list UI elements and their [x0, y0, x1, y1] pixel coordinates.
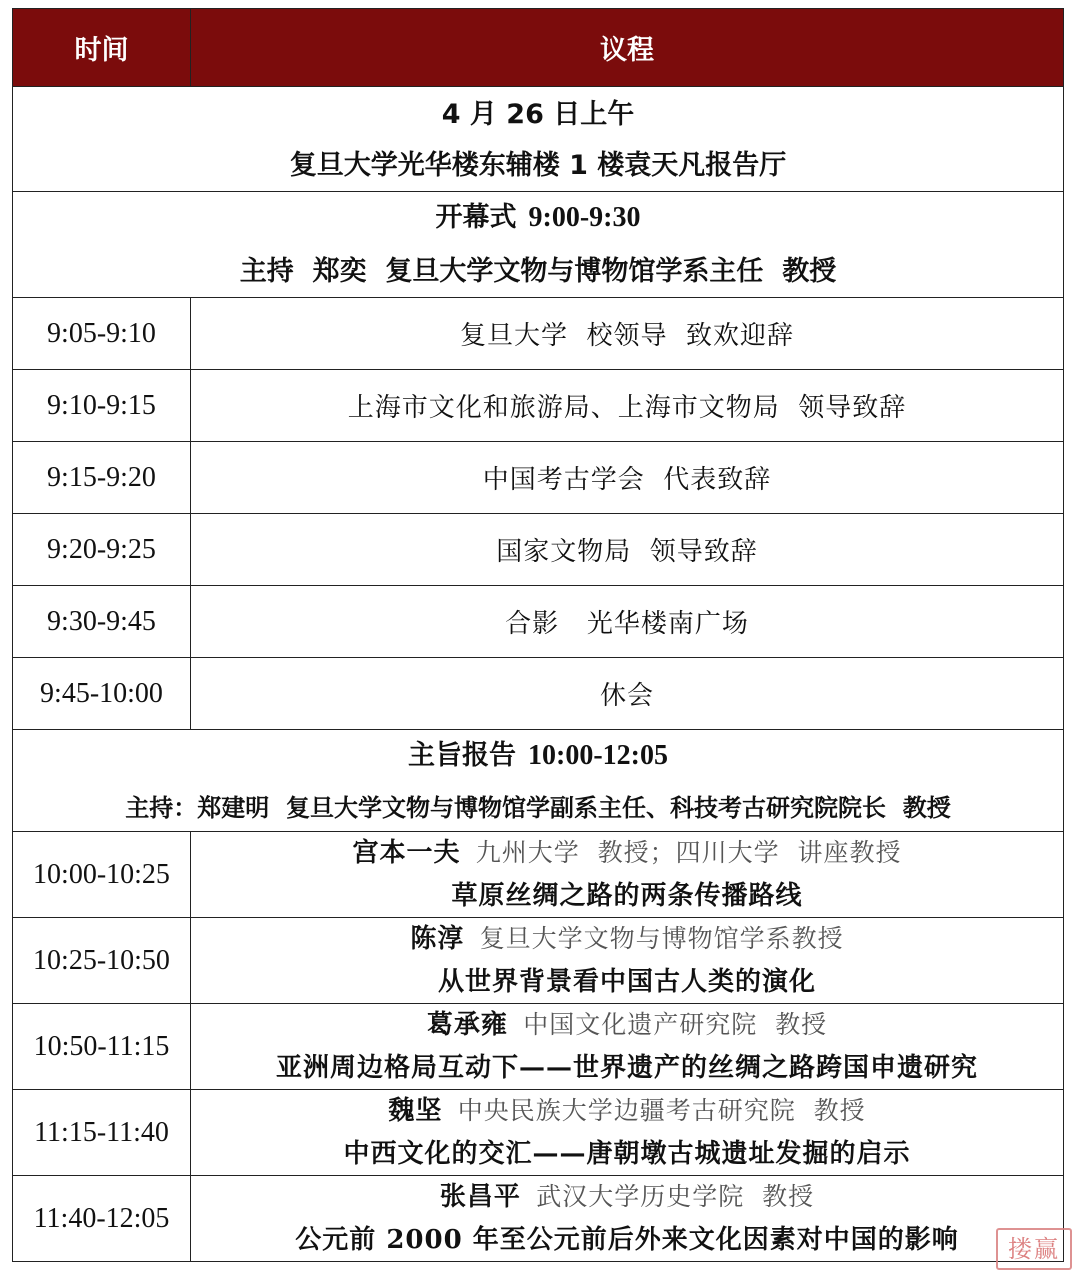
talk-speaker: 葛承雍	[426, 1010, 508, 1040]
item-text: 上海市文化和旅游局、上海市文物局 领导致辞	[191, 370, 1064, 442]
opening-item-row	[13, 658, 1064, 730]
talk-speaker: 张昌平	[439, 1182, 521, 1212]
item-text: 休会	[191, 658, 1064, 730]
talk-topic: 从世界背景看中国古人类的演化	[437, 967, 816, 997]
item-time: 9:30-9:45	[13, 586, 191, 658]
talk-time: 10:00-10:25	[13, 832, 191, 918]
talk-time: 10:50-11:15	[13, 1004, 191, 1090]
opening-item-row	[13, 298, 1064, 370]
talk-time: 11:40-12:05	[13, 1176, 191, 1262]
item-time: 9:10-9:15	[13, 370, 191, 442]
talk-row	[13, 1090, 1064, 1176]
item-text: 合影 光华楼南广场	[191, 586, 1064, 658]
talk-speaker: 陈淳	[410, 924, 465, 954]
opening-item-row	[13, 370, 1064, 442]
item-time: 9:45-10:00	[13, 658, 191, 730]
agenda-table	[12, 8, 1064, 1262]
opening-time: 9:00-9:30	[528, 202, 641, 233]
keynote-host: 主持：郑建明 复旦大学文物与博物馆学副系主任、科技考古研究院院长 教授	[125, 794, 951, 822]
item-time: 9:15-9:20	[13, 442, 191, 514]
agenda-header: 议程	[191, 9, 1064, 87]
opening-item-row	[13, 586, 1064, 658]
talk-time: 11:15-11:40	[13, 1090, 191, 1176]
item-text: 复旦大学 校领导 致欢迎辞	[191, 298, 1064, 370]
talk-topic: 中西文化的交汇——唐朝墩古城遗址发掘的启示	[343, 1139, 911, 1169]
morning-date: 4 月 26 日上午	[441, 99, 635, 130]
keynote-title: 主旨报告	[408, 740, 516, 771]
item-text: 中国考古学会 代表致辞	[191, 442, 1064, 514]
talk-affiliation: 中央民族大学边疆考古研究院 教授	[457, 1096, 866, 1125]
opening-item-row	[13, 442, 1064, 514]
morning-row	[13, 87, 1064, 192]
talk-speaker: 宫本一夫	[352, 838, 461, 868]
talk-topic: 亚洲周边格局互动下——世界遗产的丝绸之路跨国申遗研究	[275, 1053, 978, 1083]
morning-venue: 复旦大学光华楼东辅楼 1 楼袁天凡报告厅	[289, 150, 787, 181]
item-time: 9:20-9:25	[13, 514, 191, 586]
talk-affiliation: 复旦大学文物与博物馆学系教授	[479, 924, 844, 953]
talk-row	[13, 832, 1064, 918]
talk-affiliation: 武汉大学历史学院 教授	[536, 1182, 815, 1211]
talk-topic: 公元前 2000 年至公元前后外来文化因素对中国的影响	[295, 1225, 959, 1255]
time-header: 时间	[13, 9, 191, 87]
talk-topic: 草原丝绸之路的两条传播路线	[451, 881, 803, 911]
keynote-time: 10:00-12:05	[528, 740, 668, 771]
talk-speaker: 魏坚	[388, 1096, 443, 1126]
opening-title: 开幕式	[435, 202, 517, 233]
opening-item-row	[13, 514, 1064, 586]
watermark-stamp: 搂赢	[996, 1228, 1072, 1270]
opening-host: 主持 郑奕 复旦大学文物与博物馆学系主任 教授	[239, 256, 837, 287]
item-text: 国家文物局 领导致辞	[191, 514, 1064, 586]
talk-row	[13, 918, 1064, 1004]
talk-row	[13, 1176, 1064, 1262]
keynote-session-row	[13, 730, 1064, 832]
talk-affiliation: 九州大学 教授；四川大学 讲座教授	[475, 838, 902, 867]
talk-affiliation: 中国文化遗产研究院 教授	[523, 1010, 828, 1039]
header-row	[13, 9, 1064, 87]
item-time: 9:05-9:10	[13, 298, 191, 370]
opening-session-row	[13, 192, 1064, 298]
talk-row	[13, 1004, 1064, 1090]
talk-time: 10:25-10:50	[13, 918, 191, 1004]
